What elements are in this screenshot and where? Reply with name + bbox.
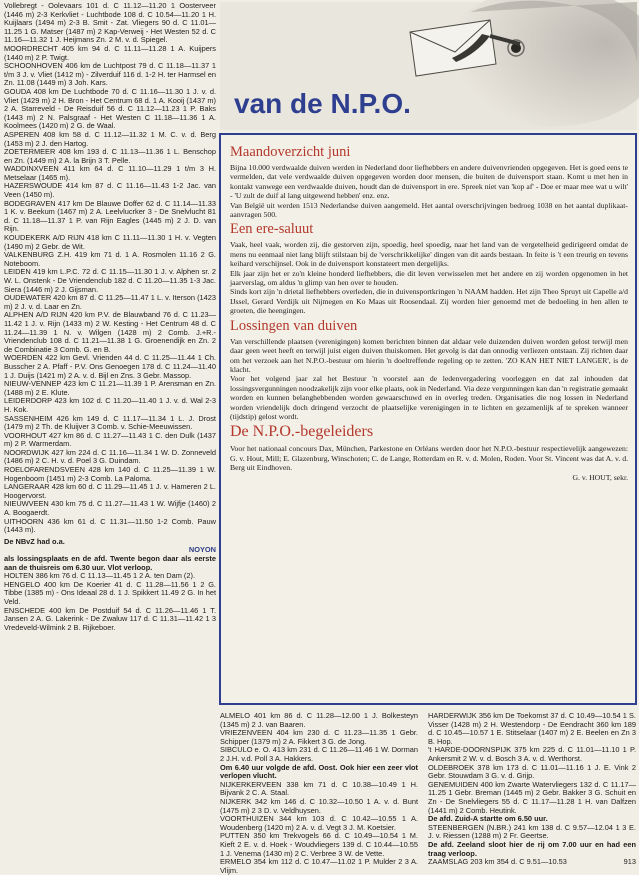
npo-article-box	[219, 133, 637, 705]
results-paragraph: WADDINXVEEN 411 km 64 d. C 11.10—11.29 1 t/m 3 H. Metselaar (1465 m).	[4, 164, 216, 182]
afdeling-note: De afd. Zuid-A startte om 6.50 uur.	[428, 814, 548, 824]
article-paragraph: Voor het volgend jaar zal het Bestuur 'n voorstel aan de ledenvergadering voorleggen en dat zal inhouden dat lossingsvergunningen noodzakelijk zijn voor elke plaats, ook in Nederland. Via deze vergunningen kan dan 'n registratie gemaakt worden en kunnen belanghebbenden worden gewaarschuwd en in overleg treden. Organisaties die nog lossen in Nederland worden vriendelijk doch dringend verzocht de plaatselijke verenigingen in te lichten en gezamenlijk af te spreken wanneer (tijdstip) gelost wordt.	[230, 374, 628, 421]
results-paragraph: VOORTHUIZEN 344 km 103 d. C 10.42—10.55 1 A. Woudenberg (1420 m) 2 A. v. d. Vegt 3 J. M. Koetsier.	[220, 814, 418, 832]
article-paragraph: Elk jaar zijn het er zo'n kleine honderd liefhebbers, die dit leven verwisselen met het andere en zij worden opgenomen in het jaarverslag, om aldus 'n glimp van hen over te houden.	[230, 268, 628, 288]
signature: G. v. HOUT, sekr.	[572, 472, 628, 482]
results-paragraph: HENGELO 400 km De Koerier 41 d. C 11.28—11.56 1 2 G. Tibbe (1385 m) - Ons Ideaal 28 d. 1 J. Spikkert 11.49 2 G. In het Veld.	[4, 579, 216, 606]
middle-results-column	[220, 711, 418, 875]
results-paragraph: NIEUWVEEN 430 km 75 d. C 11.27—11.43 1 W. Wijfje (1460) 2 A. Boogaerdt.	[4, 499, 216, 518]
noyon-label: NOYON	[188, 545, 216, 555]
results-paragraph: HARDERWIJK 356 km De Toekomst 37 d. C 10.49—10.54 1 S. Visser (1428 m) 2 H. Westendorp - De Eendracht 360 km 189 d. C 10.45—10.57 1 E. Stitselaar (1407 m) 2 E. Beelen en Zn 3 B. Hop.	[428, 711, 636, 746]
afdeling-heading: De NBvZ had o.a.	[4, 536, 65, 546]
results-paragraph: NIEUW-VENNEP 423 km C 11.21—11.39 1 P. Arensman en Zn. (1488 m) 2 E. Klute.	[4, 379, 216, 397]
results-paragraph: ZAAMSLAG 203 km 354 d. C 9.51—10.53	[428, 857, 567, 867]
section-heading: Een ere-saluut	[230, 221, 314, 238]
section-heading: Maandoverzicht juni	[230, 144, 351, 160]
results-paragraph: ALPHEN A/D RIJN 420 km P.V. de Blauwband 76 d. C 11.23—11.42 1 J. v. Rijn (1433 m) 2 W. Kesting - Het Centrum 48 d. C 11.24—11.39 1 N. v. Wilgen (1428 m) 2 Comb. J.+R.- Vriendenclub 108 d. C 11.21—11.38 1 G. Groenendijk en Zn. 2 de Combinatie 3 Comb. G. en B.	[4, 310, 216, 354]
section-title: van de N.P.O.	[234, 88, 411, 119]
article-paragraph: Bijna 10.000 verdwaalde duiven werden in Nederland door liefhebbers en andere duivenvrienden opgegeven. Het is goed eens te vermelden, dat vele verdwaalde duiven opgegeven worden door mensen, die buiten de duivensport staan. Komt u met hen in kontakt vanwege een verdwaalde duiven, houdt dan de duivensport in ere. Spreek niet van 'kop af' - Doe er maar mee wat u wilt' - 'U zult de duif al lang uitgewend hebben' enz. enz.	[230, 163, 628, 201]
results-paragraph: UITHOORN 436 km 61 d. C 11.31—11.50 1-2 Comb. Pauw (1443 m).	[4, 516, 216, 535]
results-paragraph: LEIDEN 419 km L.P.C. 72 d. C 11.15—11.30 1 J. v. Alphen sr. 2 W. L. Onstenk - De Vriendenclub 182 d. C 11.20—11.35 1-3 Jac. Siera (1446 m) 2 J. Gijsman.	[4, 267, 216, 294]
results-paragraph: KOUDEKERK A/D RIJN 418 km C 11.11—11.30 1 H. v. Vegten (1490 m) 2 Gebr. de Wit.	[4, 233, 216, 251]
results-paragraph: WOERDEN 422 km Gevl. Vrienden 44 d. C 11.25—11.44 1 Ch. Busscher 2 A. Pfaff - P.V. Ons Genoegen 178 d. C 11.24—11.40 1 J. Duijs (1421 m) 2 A. v. d. Bijl en Zns. 3 Gebr. Massop.	[4, 353, 216, 380]
article-paragraph: Van verschillende plaatsen (verenigingen) komen berichten binnen dat aldaar vele duizenden duiven worden gelost terwijl men daar geen weet heeft en terwijl juist eigen duiven thuiskomen. Het gevolg is dat dan onnodig verliezen ontstaan. Zij richten daar om het verzoek aan het N.P.O.-bestuur om hierin 'n doeltreffende regeling op te zetten. 'ZO KAN HET NIET LANGER', is de klacht.	[230, 336, 628, 374]
article-paragraph: Sinds kort zijn 'n drietal liefhebbers overleden, die in duivensportkringen 'n NAAM hadden. Het zijn Theo Spruyt uit Capelle a/d IJssel, Gerard Verdijk uit Nijmegen en Ko Maas uit Roosendaal. Zij worden hier genoemd met de bedoeling in hen allen te groeten, die heengingen.	[230, 287, 628, 316]
results-paragraph: VALKENBURG Z.H. 419 km 71 d. 1 A. Rosmolen 11.16 2 G. Noteboom.	[4, 250, 216, 268]
results-paragraph: SASSENHEIM 426 km 149 d. C 11.17—11.34 1 L. J. Drost (1479 m) 2 Th. de Kluijver 3 Comb. v. Schie-Meeuwissen.	[4, 413, 216, 432]
section-heading: De N.P.O.-begeleiders	[230, 423, 374, 441]
npo-header	[220, 2, 637, 130]
results-paragraph: VRIEZENVEEN 404 km 230 d. C 11.23—11.35 1 Gebr. Schipper (1379 m) 2 A. Fikkert 3 G. de Jong.	[220, 728, 418, 746]
results-paragraph: ZOETERMEER 408 km 193 d. C 11.13—11.36 1 L. Benschop en Zn. (1449 m) 2 A. la Brijn 3 T. Pelle.	[4, 147, 216, 165]
article-paragraph: Voor het nationaal concours Dax, München, Parkestone en Orléans werden door het N.P.O.-bestuur respectievelijk aangewezen: G. v. Hout, Mill; E. Glazenburg, Winschoten; C. de Lange, Rotterdam en R. v. d. Molen, Roden. Voor St. Vincent was dat A. v. d. Berg uit Eindhoven.	[230, 444, 628, 473]
results-paragraph: ENSCHEDE 400 km De Postduif 54 d. C 11.26—11.46 1 T. Jansen 2 A. G. Lakerink - De Zwaluw 117 d. C 11.31—11.42 1 3 Vredeveld-Wilmink 2 B. Rijkeboer.	[4, 605, 216, 632]
results-paragraph: MOORDRECHT 405 km 94 d. C 11.11—11.28 1 A. Kuijpers (1440 m) 2 P. Twigt.	[4, 43, 216, 62]
results-paragraph: NIJKERK 342 km 146 d. C 10.32—10.50 1 A. v. d. Bunt (1475 m) 2 3 D. v. Veldhuysen.	[220, 796, 418, 815]
results-paragraph: ALMELO 401 km 86 d. C 11.28—12.00 1 J. Bolkesteyn (1345 m) 2 J. van Baaren.	[220, 711, 418, 729]
results-paragraph: ERMELO 354 km 112 d. C 10.47—11.02 1 P. Mulder 2 3 A. Vlijm.	[220, 857, 418, 875]
page-number: 913	[623, 857, 636, 867]
results-paragraph: STEENBERGEN (N.BR.) 241 km 138 d. C 9.57—12.04 1 3 E. J. v. Riessen (1288 m) 2 Fr. Geertse.	[428, 822, 636, 841]
results-paragraph: ROELOFARENDSVEEN 428 km 140 d. C 11.25—11.39 1 W. Hogenboom (1451 m) 2-3 Comb. La Paloma.	[4, 465, 216, 483]
article-paragraph: Vaak, heel vaak, worden zij, die gestorven zijn, spoedig, heel spoedig, naar het land van de vergetelheid gedirigeerd omdat de mens nu eenmaal niet lang blijft stilstaan bij de 'verschrikkelijke' dingen van dit aards bestaan. In feite is 't een treurig en tevens keihard verschijnsel. Ook in de duivensport konstateert men dergelijks.	[230, 240, 628, 269]
results-paragraph: HOLTEN 386 km 76 d. C 11.13—11.45 1 2 A. ten Dam (2).	[4, 571, 196, 581]
results-paragraph: PUTTEN 350 km Trekvogels 66 d. C 10.49—10.54 1 M. Kieft 2 E. v. d. Hoek - Woudvliegers 139 d. C 10.44—10.55 1 J. Venema (1430 m) 2 C. Verbree 3 W. de Vette.	[220, 831, 418, 858]
results-paragraph: GENEMUIDEN 400 km Zwarte Watervliegers 132 d. C 11.17—11.25 1 Gebr. Breman (1445 m) 2 Gebr. Bakker 3 G. Schuit en Zn - De Snelvliegers 55 d. C 11.17—11.28 1 H. van Dalfzen (1441 m) 2 Comb. Heutink.	[428, 779, 636, 815]
results-paragraph: OLDEBROEK 378 km 173 d. C 11.01—11.16 1 J. E. Vink 2 Gebr. Stouwdam 3 G. v. d. Grijp.	[428, 762, 636, 781]
results-paragraph: NIJKERKERVEEN 338 km 71 d. C 10.38—10.49 1 H. Bijvank 2 C. A. Staal.	[220, 779, 418, 798]
results-paragraph: LEIDERDORP 423 km 102 d. C 11.20—11.40 1 J. v. d. Wal 2-3 H. Kok.	[4, 396, 216, 414]
article-paragraph: Van België uit werden 1513 Nederlandse duiven aangemeld. Het aantal overschrijvingen bedroeg 1038 en het aantal duplikaat-aanvragen 500.	[230, 200, 628, 220]
results-paragraph: NOORDWIJK 427 km 224 d. C 11.16—11.34 1 W. D. Zonneveld (1486 m) 2 C. H. v. d. Poel 3 G. Duindam.	[4, 447, 216, 466]
results-paragraph: 't HARDE-DOORNSPIJK 375 km 225 d. C 11.01—11.10 1 P. Ankersmit 2 W. v. d. Bosch 3 A. v. d. Werthorst.	[428, 745, 636, 763]
left-results-column	[4, 2, 216, 850]
results-paragraph: SCHOONHOVEN 406 km de Luchtpost 79 d. C 11.18—11.37 1 t/m 3 J. v. Vliet (1412 m) - Zilverduif 116 d. 1-2 H. ter Harmsel en Zn. 11.08 (1449 m) 3 Joh. Kars.	[4, 61, 216, 88]
article-body	[230, 142, 628, 482]
results-paragraph: BODEGRAVEN 417 km De Blauwe Doffer 62 d. C 11.14—11.33 1 K. v. Beekum (1467 m) 2 A. Leelvlucrker 3 - De Snelvlucht 81 d. C 11.18—11.37 1 P. van Rijn Eagles (1445 m) 2 J. D. van Rijn.	[4, 198, 216, 234]
results-paragraph: SIBCULO e. O. 413 km 231 d. C 11.26—11.46 1 W. Dorman 2 J.H. v.d. Poll 3 A. Hakkers.	[220, 745, 418, 763]
section-heading: Lossingen van duiven	[230, 317, 358, 334]
results-paragraph: HAZERSWOUDE 414 km 87 d. C 11.16—11.43 1-2 Jac. van Veen (1450 m).	[4, 181, 216, 200]
afdeling-note: Om 6.40 uur volgde de afd. Oost. Ook hier een zeer vlot verlopen vlucht.	[220, 762, 418, 781]
results-paragraph: GOUDA 408 km De Luchtbode 70 d. C 11.16—11.30 1 J. v. d. Vliet (1429 m) 2 H. Bron - Het Centrum 68 d. 1 A. Kooij (1437 m) 2 A. Starreveld - De Reisduif 56 d. C 11.12—11.23 1 P. Baks (1443 m) 2 N. Palsgraaf - Het Westen C 11.18—11.36 1 A. Koolmees (1420 m) 2 G. de Waal.	[4, 86, 216, 131]
afdeling-intro: als lossingsplaats en de afd. Twente begon daar als eerste aan de thuisreis om 6.30 uur. Vlot verloop.	[4, 554, 216, 572]
results-paragraph: LANGERAAR 428 km 60 d. C 11.29—11.45 1 J. v. Hameren 2 L. Hoogervorst.	[4, 482, 216, 500]
right-results-column	[428, 711, 636, 867]
results-paragraph: VOORHOUT 427 km 86 d. C 11.27—11.43 1 C. den Dulk (1437 m) 2 P. Warmerdam.	[4, 430, 216, 449]
afdeling-note: De afd. Zeeland sloot hier de rij om 7.00 uur en had een traag verloop.	[428, 839, 636, 858]
results-last-line	[428, 858, 636, 867]
results-paragraph: Vollebregt - Oolevaars 101 d. C 11.12—11.20 1 Oosterveer (1446 m) 2-3 Kerkvliet - Luchtbode 108 d. C 10.54—11.20 1 H. Kuijlaars (1494 m) 2-3 B. Smit - Zat. Vliegers 90 d. C 11.01—11.25 1 G. Matser (1487 m) 2 Kap-Verweij - Het Westen 52 d. C 11.16—11.32 1 J. Heijmans Zn. 2 M. v. d. Spiegel.	[4, 1, 216, 45]
results-paragraph: ASPEREN 408 km 58 d. C 11.12—11.32 1 M. C. v. d. Berg (1453 m) 2 J. den Hartog.	[4, 129, 216, 148]
results-paragraph: OUDEWATER 420 km 87 d. C 11.25—11.47 1 L. v. Iterson (1423 m) 2 J. v. d. Laar en Zn.	[4, 293, 216, 311]
